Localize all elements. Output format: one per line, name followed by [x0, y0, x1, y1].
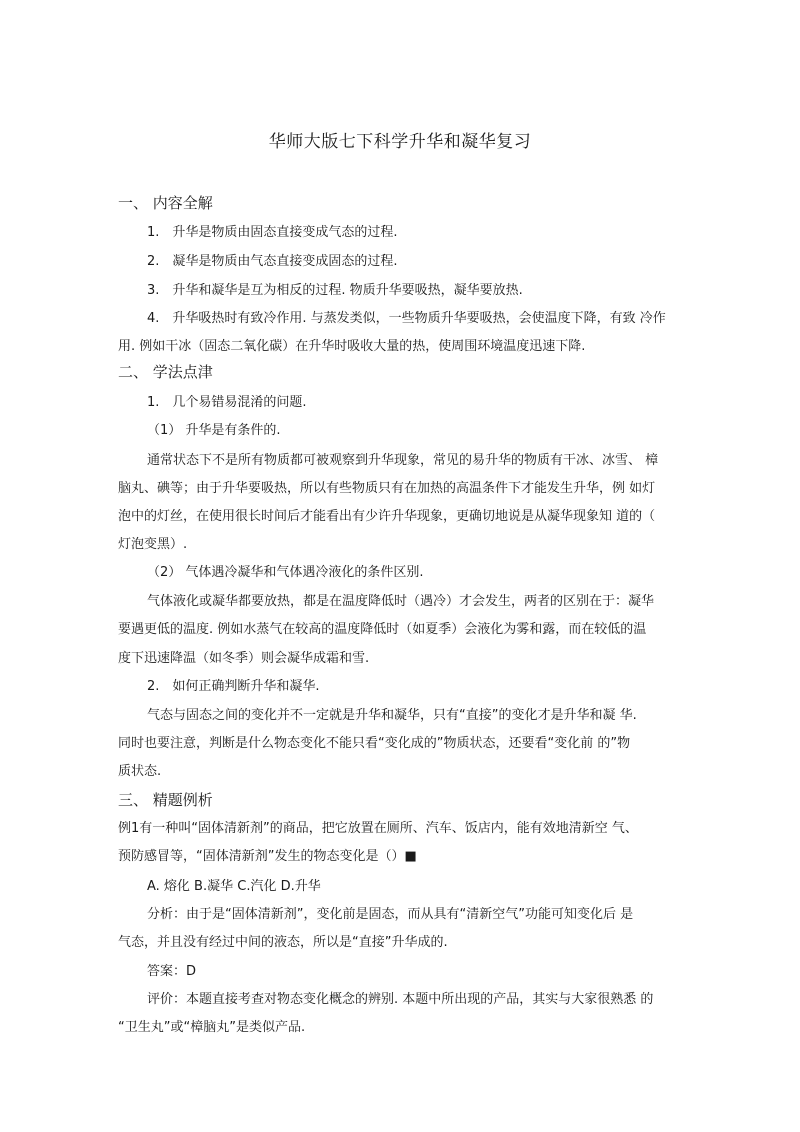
content-item-1: 1. 升华是物质由固态直接变成气态的过程.	[147, 225, 398, 240]
methods-item-2: 2. 如何正确判断升华和凝华.	[147, 679, 320, 694]
paragraph-line: 要遇更低的温度. 例如水蒸气在较高的温度降低时（如夏季）会液化为雾和露，而在较低的温	[118, 622, 647, 637]
paragraph-line: 度下迅速降温（如冬季）则会凝华成霜和雪.	[118, 651, 370, 666]
methods-sub-2: （2） 气体遇冷凝华和气体遇冷液化的条件区别.	[147, 565, 424, 580]
paragraph-line: 气体液化或凝华都要放热，都是在温度降低时（遇冷）才会发生，两者的区别在于：凝华	[147, 594, 655, 609]
paragraph-line: 气态与固态之间的变化并不一定就是升华和凝华，只有“直接”的变化才是升华和凝 华.	[147, 708, 637, 723]
paragraph-line: 灯泡变黑）.	[118, 537, 188, 552]
paragraph-line: 泡中的灯丝，在使用很长时间后才能看出有少许升华现象，更确切地说是从凝华现象知 道的（	[118, 509, 656, 524]
paragraph-line: 质状态.	[118, 764, 162, 779]
section-heading-methods: 二、 学法点津	[118, 363, 213, 381]
example-analysis: 分析：由于是“固体清新剂”，变化前是固态，而从具有“清新空气”功能可知变化后 是	[147, 907, 634, 922]
example-answer: 答案：D	[147, 964, 197, 979]
content-item-3: 3. 升华和凝华是互为相反的过程. 物质升华要吸热，凝华要放热.	[147, 283, 523, 298]
section-heading-examples: 三、 精题例析	[118, 791, 213, 809]
section-heading-content: 一、 内容全解	[118, 194, 213, 212]
example-question: 例1有一种叫“固体清新剂”的商品，把它放置在厕所、汽车、饭店内，能有效地清新空 气、	[118, 821, 638, 836]
example-comment: 评价：本题直接考查对物态变化概念的辨别. 本题中所出现的产品，其实与大家很熟悉 的	[147, 992, 654, 1007]
example-question-cont: 预防感冒等，“固体清新剂”发生的物态变化是（）■	[118, 849, 417, 864]
document-title: 华师大版七下科学升华和凝华复习	[268, 132, 532, 152]
content-item-4: 4. 升华吸热时有致冷作用. 与蒸发类似，一些物质升华要吸热，会使温度下降，有致 冷作	[147, 311, 666, 326]
example-analysis-cont: 气态，并且没有经过中间的液态，所以是“直接”升华成的.	[118, 935, 448, 950]
content-item-4-cont: 用. 例如干冰（固态二氧化碳）在升华时吸收大量的热，使周围环境温度迅速下降.	[118, 339, 586, 354]
paragraph-line: 同时也要注意，判断是什么物态变化不能只看“变化成的”物质状态，还要看“变化前 的”物	[118, 736, 631, 751]
example-comment-cont: “卫生丸”或“樟脑丸”是类似产品.	[118, 1020, 306, 1035]
methods-sub-1: （1） 升华是有条件的.	[147, 423, 281, 438]
content-item-2: 2. 凝华是物质由气态直接变成固态的过程.	[147, 254, 398, 269]
paragraph-line: 通常状态下不是所有物质都可被观察到升华现象，常见的易升华的物质有干冰、冰雪、 樟	[147, 453, 659, 468]
example-options: A. 熔化 B.凝华 C.汽化 D.升华	[147, 879, 321, 894]
methods-item-1: 1. 几个易错易混淆的问题.	[147, 395, 307, 410]
paragraph-line: 脑丸、碘等；由于升华要吸热，所以有些物质只有在加热的高温条件下才能发生升华，例 如灯	[118, 481, 656, 496]
